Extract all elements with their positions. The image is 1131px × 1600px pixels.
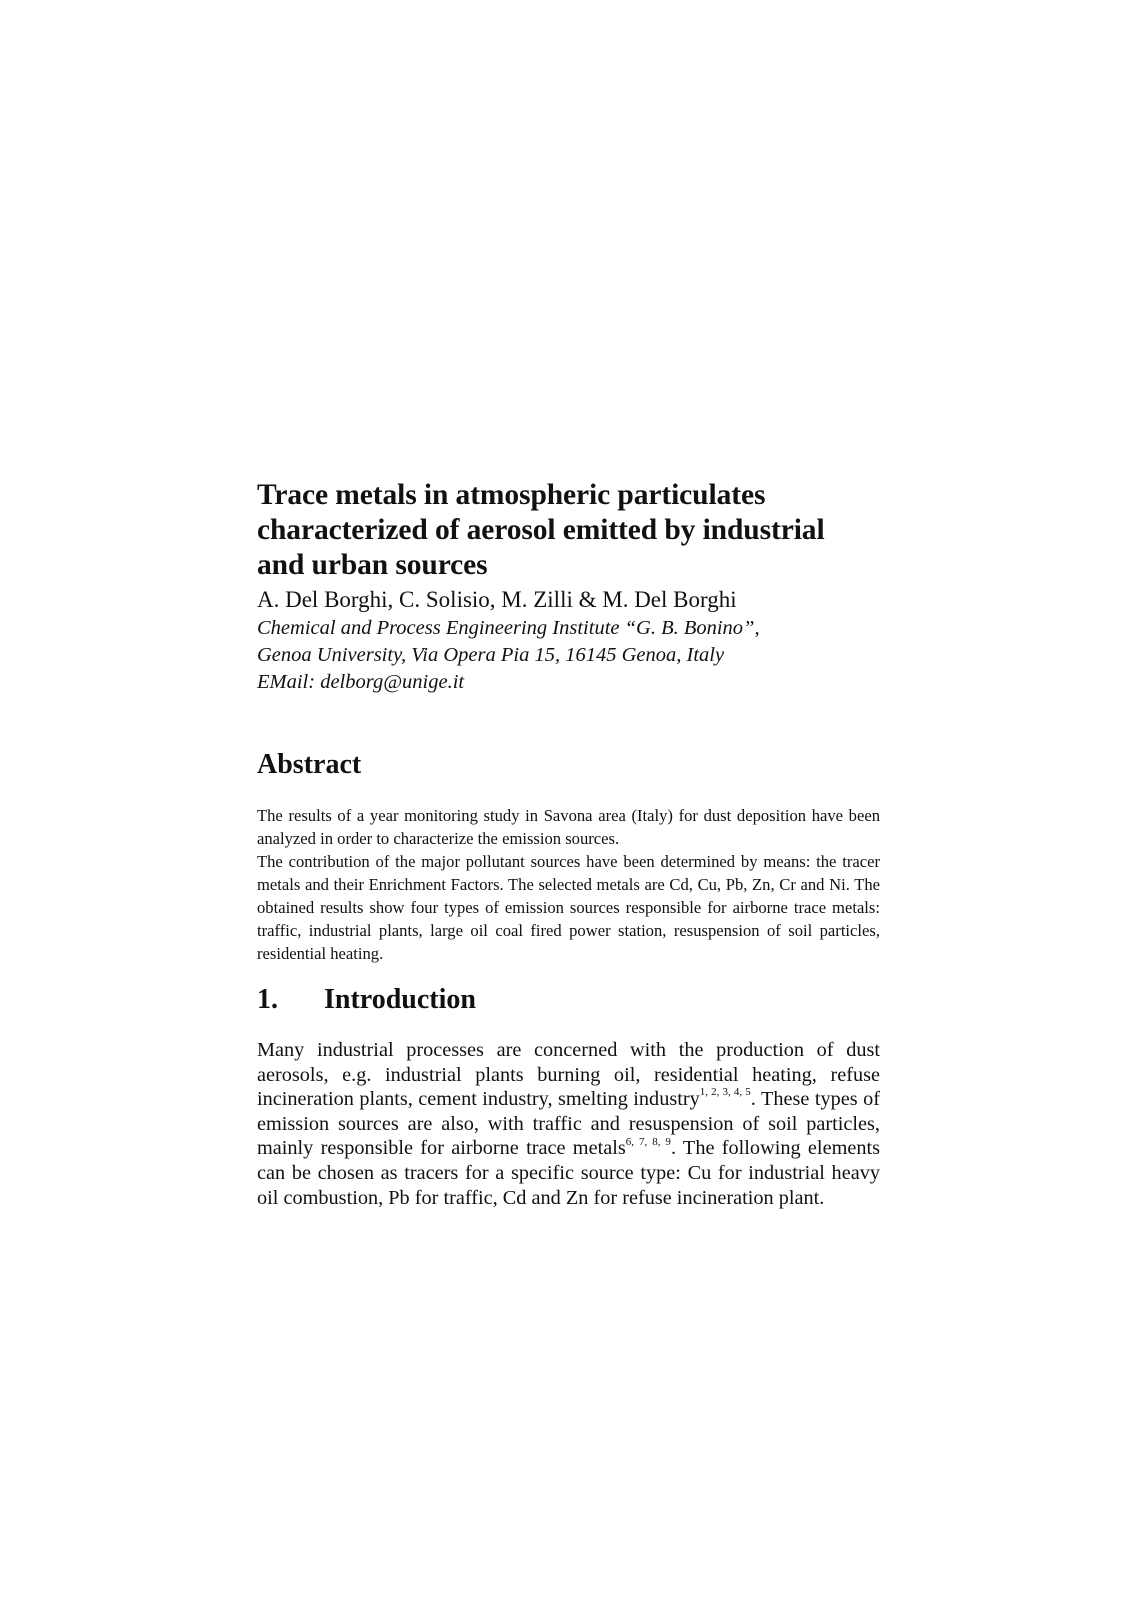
title-line: Trace metals in atmospheric particulates [257,479,766,511]
email-line: EMail: delborg@unige.it [257,671,465,693]
intro-text: . These types of emission sources are also, with traffic and resuspension of soil particles, mainly responsible for airborne trace metals [257,1088,880,1160]
abstract-heading: Abstract [257,749,362,780]
reference-superscript: 1, 2, 3, 4, 5 [699,1086,751,1099]
reference-superscript: 6, 7, 8, 9 [625,1135,671,1148]
section-heading-introduction [257,983,880,1017]
intro-text: Many industrial processes are concerned with the production of dust aerosols, e.g. industrial plants burning oil, residential heating, refuse incineration plants, cement industry, smelting industry [257,1039,880,1111]
abstract-paragraph: The contribution of the major pollutant sources have been determined by means: the tracer metals and their Enrichment Factors. The selected metals are Cd, Cu, Pb, Zn, Cr and Ni. The obtained results show four types of emission sources responsible for airborne trace metals: traffic, industrial plants, large oil coal fired power station, resuspension of soil particles, residential heating. [257,852,880,963]
affiliation [257,615,880,696]
affiliation-line: Chemical and Process Engineering Institute “G. B. Bonino”, [257,617,760,639]
section-title: Introduction [324,984,476,1015]
introduction-body [257,1038,880,1210]
intro-text: . The following elements can be chosen as tracers for a specific source type: Cu for industrial heavy oil combustion, Pb for traffic, Cd and Zn for refuse incineration plant. [257,1137,881,1209]
abstract-paragraph: The results of a year monitoring study in Savona area (Italy) for dust deposition have been analyzed in order to characterize the emission sources. [257,806,880,848]
abstract-body [257,804,880,965]
paper-title [257,478,880,583]
title-line: and urban sources [257,549,488,581]
section-number: 1. [257,984,278,1015]
affiliation-line: Genoa University, Via Opera Pia 15, 16145 Genoa, Italy [257,644,725,666]
title-line: characterized of aerosol emitted by industrial [257,514,825,546]
authors: A. Del Borghi, C. Solisio, M. Zilli & M. Del Borghi [257,587,737,612]
paper-page [257,478,880,1210]
introduction-paragraph [257,1038,880,1210]
